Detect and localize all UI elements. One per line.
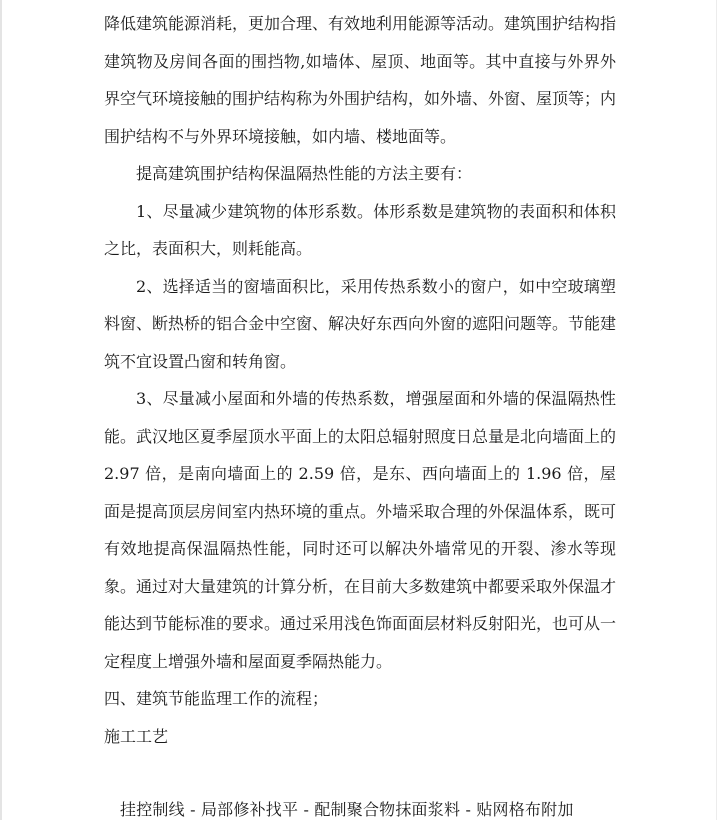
paragraph-energy-conservation: 降低建筑能源消耗，更加合理、有效地利用能源等活动。建筑围护结构指建筑物及房间各面的围挡物,如墙体、屋顶、地面等。其中直接与外界外界空气环境接触的围护结构称为外围护结构，如外墙、外窗、屋顶等；内围护结构不与外界环境接触，如内墙、楼地面等。 bbox=[104, 14, 617, 146]
document-body bbox=[104, 5, 616, 755]
process-flow-line: 挂控制线 - 局部修补找平 - 配制聚合物抹面浆料 - 贴网格布附加 bbox=[120, 800, 574, 819]
construction-process-label: 施工工艺 bbox=[104, 726, 169, 746]
section-heading-workflow: 四、建筑节能监理工作的流程； bbox=[104, 689, 329, 708]
page-left-border bbox=[0, 0, 2, 820]
list-item-heat-transfer: 3、尽量减小屋面和外墙的传热系数，增强屋面和外墙的保温隔热性能。武汉地区夏季屋顶水平面上的太阳总辐射照度日总量是北向墙面上的 2.97 倍，是南向墙面上的 2.59 倍，是东、西向墙面上的 1.96 倍，屋面是提高顶层房间室内热环境的重点。外墙采取合理的外保温体系，既可有效地提高保温隔热性能，同时还可以解决外墙常见的开裂、渗水等现象。通过对大量建筑的计算分析，在目前大多数建筑中都要采取外保温才能达到节能标准的要求。通过采用浅色饰面面层材料反射阳光，也可从一定程度上增强外墙和屋面夏季隔热能力。 bbox=[104, 389, 617, 671]
list-item-shape-coefficient: 1、尽量减少建筑物的体形系数。体形系数是建筑物的表面积和体积之比，表面积大，则耗能高。 bbox=[104, 201, 616, 258]
list-item-window-wall-ratio: 2、选择适当的窗墙面积比，采用传热系数小的窗户，如中空玻璃塑料窗、断热桥的铝合金中空窗、解决好东西向外窗的遮阳问题等。节能建筑不宜设置凸窗和转角窗。 bbox=[104, 276, 617, 371]
paragraph-methods-intro: 提高建筑围护结构保温隔热性能的方法主要有： bbox=[136, 164, 473, 183]
